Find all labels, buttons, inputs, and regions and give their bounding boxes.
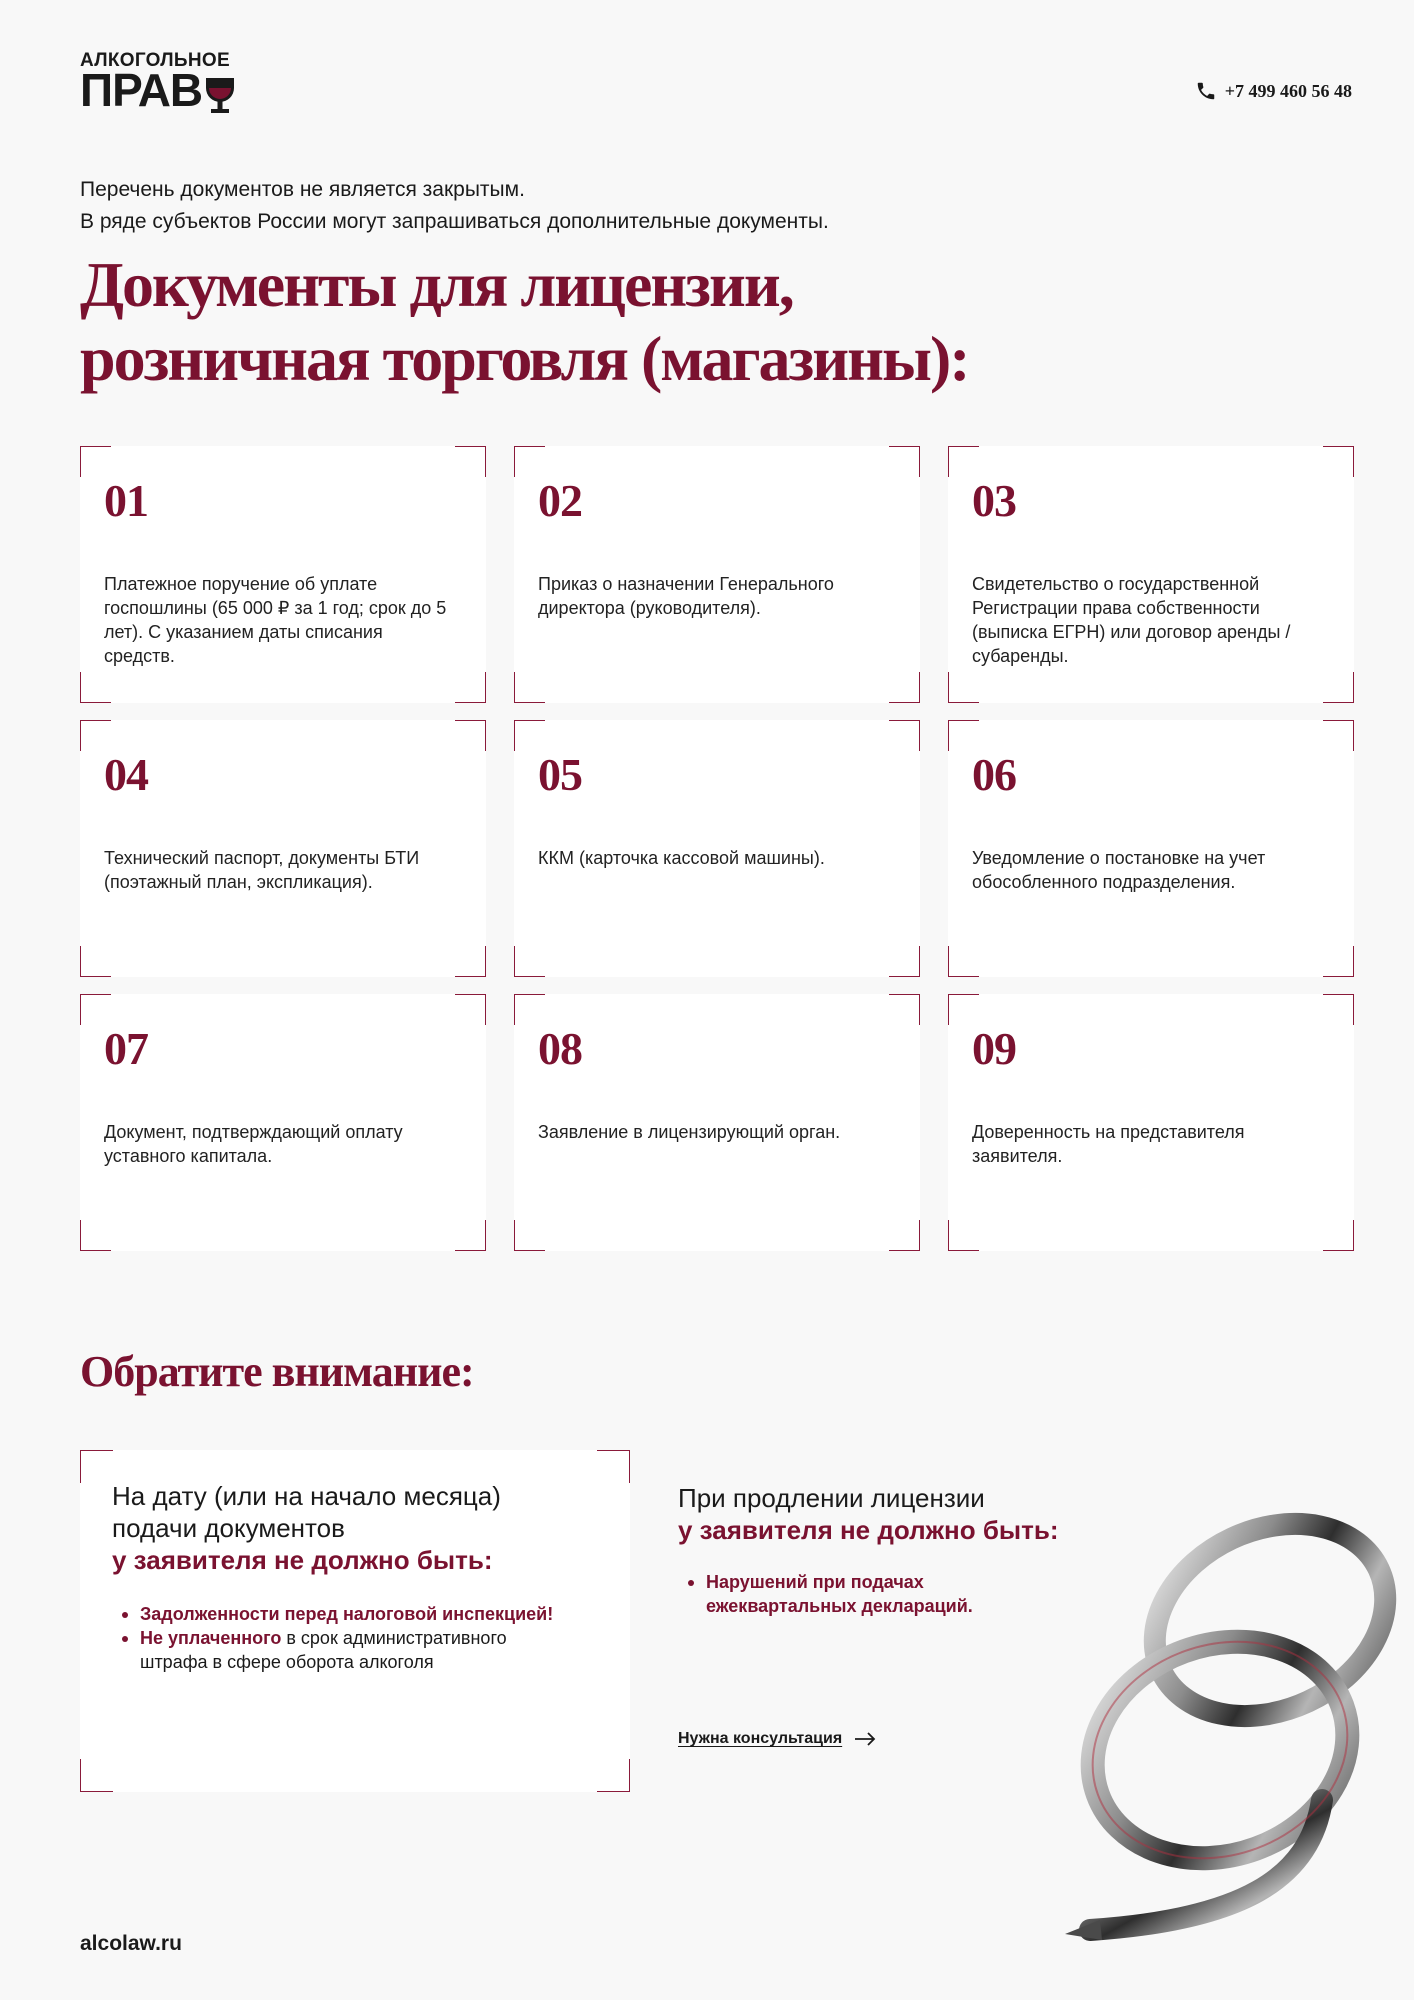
document-card bbox=[514, 446, 920, 703]
renewal-heading bbox=[678, 1482, 1059, 1546]
card-number: 04 bbox=[104, 749, 148, 800]
logo-top-text: АЛКОГОЛЬНОЕ bbox=[80, 50, 230, 71]
site-url[interactable]: alcolaw.ru bbox=[80, 1932, 182, 1955]
document-card bbox=[80, 446, 486, 703]
document-card bbox=[948, 446, 1354, 703]
logo-main-text: ПРАВ bbox=[80, 64, 203, 116]
intro-text bbox=[80, 174, 829, 238]
corkscrew-illustration bbox=[1060, 1500, 1414, 1970]
card-number: 02 bbox=[538, 475, 582, 526]
document-card bbox=[948, 720, 1354, 977]
notice-heading bbox=[112, 1480, 501, 1576]
card-text: Свидетельство о государственной Регистрации права собственности (выписка ЕГРН) или договор аренды / субаренды. bbox=[972, 574, 1291, 666]
card-text: Технический паспорт, документы БТИ (поэтажный план, экспликация). bbox=[104, 848, 420, 892]
card-number: 09 bbox=[972, 1023, 1016, 1074]
phone-icon bbox=[1195, 80, 1217, 102]
phone-number: +7 499 460 56 48 bbox=[1224, 80, 1352, 101]
card-text: Доверенность на представителя заявителя. bbox=[972, 1122, 1245, 1166]
attention-title: Обратите внимание: bbox=[80, 1347, 474, 1396]
card-text: ККМ (карточка кассовой машины). bbox=[538, 848, 825, 868]
page-title-line-2: розничная торговля (магазины): bbox=[80, 323, 969, 394]
notice-line-1: На дату (или на начало месяца) bbox=[112, 1481, 501, 1511]
renewal-line-2: у заявителя не должно быть: bbox=[678, 1515, 1059, 1545]
list-item: Не уплаченного в срок административного штрафа в сфере оборота алкоголя bbox=[120, 1626, 560, 1674]
intro-line-2: В ряде субъектов России могут запрашиваться дополнительные документы. bbox=[80, 210, 829, 233]
card-number: 05 bbox=[538, 749, 582, 800]
card-text: Документ, подтверждающий оплату уставного капитала. bbox=[104, 1122, 403, 1166]
logo[interactable] bbox=[80, 66, 236, 122]
card-text: Приказ о назначении Генерального директора (руководителя). bbox=[538, 574, 834, 618]
consultation-link-label[interactable]: Нужна консультация bbox=[678, 1730, 843, 1747]
notice-line-3: у заявителя не должно быть: bbox=[112, 1545, 493, 1575]
card-text: Уведомление о постановке на учет обособленного подразделения. bbox=[972, 848, 1266, 892]
intro-line-1: Перечень документов не является закрытым. bbox=[80, 178, 525, 201]
card-number: 03 bbox=[972, 475, 1016, 526]
notice-list bbox=[120, 1602, 560, 1674]
notice-line-2: подачи документов bbox=[112, 1513, 345, 1543]
page-title bbox=[80, 248, 969, 396]
card-number: 06 bbox=[972, 749, 1016, 800]
page-title-line-1: Документы для лицензии, bbox=[80, 249, 793, 320]
document-card bbox=[514, 994, 920, 1251]
card-text: Заявление в лицензирующий орган. bbox=[538, 1122, 841, 1142]
phone-link[interactable] bbox=[1195, 80, 1352, 102]
list-item: Нарушений при подачах ежеквартальных деклараций. bbox=[686, 1570, 1066, 1618]
document-card bbox=[80, 994, 486, 1251]
notice-box bbox=[80, 1450, 630, 1792]
wine-glass-icon bbox=[204, 74, 236, 122]
card-text: Платежное поручение об уплате госпошлины (65 000 ₽ за 1 год; срок до 5 лет). С указанием даты списания средств. bbox=[104, 574, 447, 666]
renewal-list bbox=[686, 1570, 1066, 1618]
document-card bbox=[80, 720, 486, 977]
list-item: Задолженности перед налоговой инспекцией! bbox=[120, 1602, 560, 1626]
arrow-right-icon bbox=[854, 1732, 876, 1746]
document-card bbox=[514, 720, 920, 977]
card-number: 07 bbox=[104, 1023, 148, 1074]
renewal-line-1: При продлении лицензии bbox=[678, 1483, 985, 1513]
document-card bbox=[948, 994, 1354, 1251]
card-number: 08 bbox=[538, 1023, 582, 1074]
card-number: 01 bbox=[104, 475, 148, 526]
consultation-link[interactable] bbox=[678, 1730, 876, 1748]
